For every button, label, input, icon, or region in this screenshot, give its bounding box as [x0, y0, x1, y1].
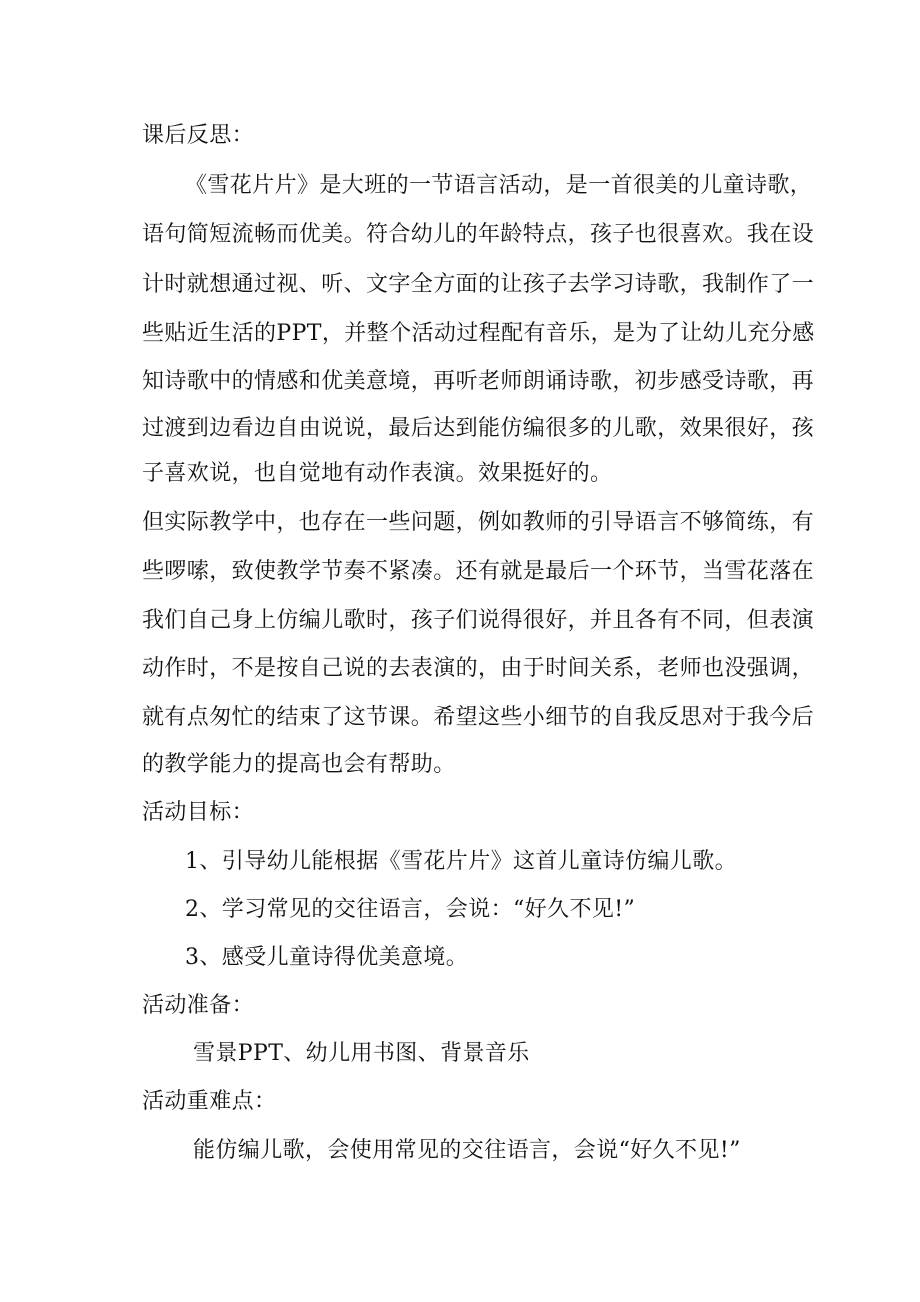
goal-item: 1、引导幼儿能根据《雪花片片》这首儿童诗仿编儿歌。	[185, 849, 737, 874]
reflection-heading: 课后反思：	[142, 123, 255, 148]
key-points-heading: 活动重难点：	[142, 1089, 277, 1114]
preparation-heading: 活动准备：	[142, 993, 255, 1018]
reflection-para1-line: 些贴近生活的PPT，并整个活动过程配有音乐，是为了让幼儿充分感	[142, 321, 815, 346]
reflection-para1-line: 知诗歌中的情感和优美意境，再听老师朗诵诗歌，初步感受诗歌，再	[142, 369, 815, 394]
goals-heading: 活动目标：	[142, 800, 255, 825]
reflection-para1-line: 计时就想通过视、听、文字全方面的让孩子去学习诗歌，我制作了一	[142, 272, 815, 297]
key-points-text: 能仿编儿歌，会使用常见的交往语言，会说“好久不见!”	[193, 1138, 741, 1163]
goal-item: 2、学习常见的交往语言，会说：“好久不见!”	[185, 897, 636, 922]
preparation-text: 雪景PPT、幼儿用书图、背景音乐	[193, 1041, 530, 1066]
reflection-para2-line: 些啰嗦，致使教学节奏不紧凑。还有就是最后一个环节，当雪花落在	[142, 559, 815, 584]
reflection-para1-line: 语句简短流畅而优美。符合幼儿的年龄特点，孩子也很喜欢。我在设	[142, 222, 815, 247]
reflection-para2-line: 就有点匆忙的结束了这节课。希望这些小细节的自我反思对于我今后	[142, 705, 815, 730]
reflection-para1-line: 《雪花片片》是大班的一节语言活动，是一首很美的儿童诗歌，	[185, 173, 813, 198]
reflection-para2-line: 的教学能力的提高也会有帮助。	[142, 752, 456, 777]
reflection-para2-line: 动作时，不是按自己说的去表演的，由于时间关系，老师也没强调，	[142, 656, 815, 681]
reflection-para1-line: 过渡到边看边自由说说，最后达到能仿编很多的儿歌，效果很好，孩	[142, 416, 815, 441]
reflection-para2-line: 但实际教学中，也存在一些问题，例如教师的引导语言不够简练，有	[142, 510, 815, 535]
reflection-para2-line: 我们自己身上仿编儿歌时，孩子们说得很好，并且各有不同，但表演	[142, 608, 815, 633]
reflection-para1-line: 子喜欢说，也自觉地有动作表演。效果挺好的。	[142, 461, 613, 486]
goal-item: 3、感受儿童诗得优美意境。	[185, 945, 469, 970]
